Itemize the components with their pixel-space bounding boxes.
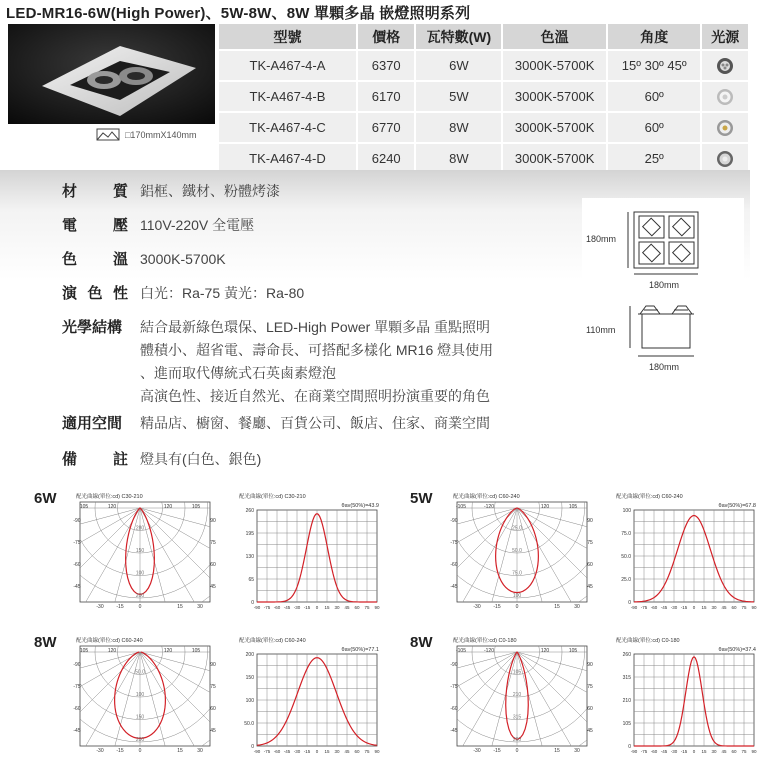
polar-ring-label: 105	[513, 670, 522, 676]
polar-bottom-label: 15	[554, 604, 560, 610]
property-voltage	[62, 214, 254, 237]
polar-ring-label: 260	[513, 737, 522, 743]
polar-chart-title: 配光曲線(單位:cd) C60-240	[453, 492, 520, 500]
polar-right-label: 75	[587, 540, 593, 546]
polar-arc-label: -120	[484, 648, 494, 654]
polar-ring-label: 25.0	[512, 526, 522, 532]
y-tick-label: 0	[251, 600, 254, 606]
polar-ring-label: 50.0	[135, 670, 145, 676]
polar-left-label: -60	[450, 562, 457, 568]
x-tick-label: -75	[641, 605, 648, 610]
polar-right-label: 60	[587, 706, 593, 712]
y-tick-label: 100	[246, 698, 255, 704]
property-key: 電 壓	[62, 214, 140, 237]
x-tick-label: 60	[731, 605, 737, 610]
cartesian-chart	[233, 490, 383, 617]
polar-left-label: -90	[450, 662, 457, 668]
downlight-image	[8, 24, 215, 124]
x-tick-label: 90	[751, 749, 757, 754]
y-tick-label: 50.0	[621, 554, 631, 560]
y-tick-label: 100	[623, 508, 632, 514]
polar-bottom-label: 0	[516, 604, 519, 610]
cartesian-chart	[610, 634, 760, 761]
x-tick-label: 60	[354, 749, 360, 754]
polar-bottom-label: -30	[96, 748, 103, 754]
property-note	[62, 448, 261, 471]
polar-left-label: -60	[450, 706, 457, 712]
x-tick-label: -45	[284, 605, 291, 610]
polar-ring-label: 100	[513, 593, 522, 599]
led-bulb-icon	[716, 57, 734, 75]
size-label	[96, 128, 196, 142]
cell-model: TK-A467-4-A	[219, 51, 356, 80]
cell-angle: 25º	[608, 144, 701, 173]
polar-ring-label: 280	[136, 526, 145, 532]
x-tick-label: 75	[741, 749, 747, 754]
cell-cct: 3000K-5700K	[503, 113, 606, 142]
x-tick-label: -60	[274, 605, 281, 610]
polar-arc-label: -120	[484, 504, 494, 510]
x-tick-label: 90	[751, 605, 757, 610]
x-tick-label: 30	[334, 749, 340, 754]
polar-bottom-label: 30	[197, 748, 203, 754]
polar-left-label: -90	[73, 662, 80, 668]
polar-ring-label: 210	[513, 692, 522, 698]
x-tick-label: -90	[254, 605, 261, 610]
polar-arc-label: -105	[456, 648, 466, 654]
cell-model: TK-A467-4-C	[219, 113, 356, 142]
cartesian-theta-label: θav(50%)=37.4	[719, 647, 756, 653]
led-bulb-icon	[716, 150, 734, 168]
polar-chart	[70, 634, 220, 761]
page-title: LED-MR16-6W(High Power)、5W-8W、8W 單顆多晶 嵌燈照明系列	[6, 2, 470, 23]
property-key: 備 註	[62, 448, 140, 471]
polar-chart-title: 配光曲線(單位:cd) C60-240	[76, 636, 143, 644]
size-label-text: □170mmX140mm	[125, 130, 196, 140]
y-tick-label: 150	[246, 675, 255, 681]
cell-model: TK-A467-4-B	[219, 82, 356, 111]
cell-price: 6370	[358, 51, 415, 80]
chart-8w-b-label: 8W	[410, 634, 433, 651]
header-angle: 角度	[608, 24, 701, 49]
x-tick-label: -15	[681, 749, 688, 754]
polar-chart	[70, 490, 220, 617]
polar-left-label: -45	[450, 728, 457, 734]
side-width-label: 180mm	[649, 362, 679, 372]
cell-watt: 6W	[416, 51, 501, 80]
polar-bottom-label: 30	[197, 604, 203, 610]
header-cct: 色溫	[503, 24, 606, 49]
property-value: 精品店、櫥窗、餐廳、百貨公司、飯店、住家、商業空間	[140, 412, 490, 435]
polar-left-label: -90	[73, 518, 80, 524]
y-tick-label: 260	[246, 508, 255, 514]
polar-right-label: 90	[210, 518, 216, 524]
cartesian-theta-label: θav(50%)=77.1	[342, 647, 379, 653]
x-tick-label: -60	[651, 605, 658, 610]
polar-bottom-label: -30	[473, 748, 480, 754]
property-key: 光學結構	[62, 316, 140, 408]
polar-left-label: -45	[73, 584, 80, 590]
x-tick-label: -90	[254, 749, 261, 754]
x-tick-label: 15	[324, 749, 330, 754]
polar-ring-label: 100	[136, 571, 145, 577]
polar-ring-label: 150	[136, 548, 145, 554]
polar-arc-label: -105	[456, 504, 466, 510]
y-tick-label: 0	[628, 744, 631, 750]
property-optics	[62, 316, 493, 408]
x-tick-label: 45	[344, 605, 350, 610]
polar-ring-label: 50.0	[512, 548, 522, 554]
polar-bottom-label: 30	[574, 604, 580, 610]
x-tick-label: 15	[701, 605, 707, 610]
polar-bottom-label: 15	[177, 604, 183, 610]
x-tick-label: 75	[741, 605, 747, 610]
polar-left-label: -75	[73, 684, 80, 690]
chart-5w-label: 5W	[410, 490, 433, 507]
cell-price: 6770	[358, 113, 415, 142]
x-tick-label: 0	[693, 749, 696, 754]
cell-angle: 60º	[608, 82, 701, 111]
polar-bottom-label: -15	[116, 748, 123, 754]
x-tick-label: 45	[721, 605, 727, 610]
cell-angle: 60º	[608, 113, 701, 142]
cartesian-chart-title: 配光曲線(單位:cd) C60-240	[616, 492, 683, 500]
cartesian-chart	[610, 490, 760, 617]
x-tick-label: 75	[364, 605, 370, 610]
polar-ring-label: 100	[136, 692, 145, 698]
property-material	[62, 180, 280, 203]
top-height-label: 180mm	[586, 234, 616, 244]
top-view-drawing	[628, 212, 698, 274]
y-tick-label: 315	[623, 675, 632, 681]
side-view-drawing	[630, 306, 694, 356]
cutout-icon	[96, 128, 122, 142]
polar-bottom-label: -30	[96, 604, 103, 610]
polar-left-label: -45	[450, 584, 457, 590]
cartesian-chart-title: 配光曲線(單位:cd) C0-180	[616, 636, 680, 644]
polar-bottom-label: -30	[473, 604, 480, 610]
polar-bottom-label: 0	[516, 748, 519, 754]
polar-bottom-label: 0	[139, 604, 142, 610]
polar-arc-label: 105	[569, 648, 578, 654]
cell-light-source	[702, 51, 748, 80]
polar-arc-label: 120	[541, 504, 550, 510]
x-tick-label: 30	[334, 605, 340, 610]
polar-bottom-label: 15	[554, 748, 560, 754]
table-row	[219, 82, 748, 111]
polar-right-label: 90	[587, 518, 593, 524]
side-height-label: 110mm	[586, 325, 615, 335]
header-model: 型號	[219, 24, 356, 49]
polar-right-label: 90	[587, 662, 593, 668]
property-value: 燈具有(白色、銀色)	[140, 448, 261, 471]
x-tick-label: 60	[354, 605, 360, 610]
polar-ring-label: 315	[513, 715, 522, 721]
polar-left-label: -75	[450, 540, 457, 546]
polar-arc-label: 105	[192, 648, 201, 654]
x-tick-label: 90	[374, 605, 380, 610]
polar-arc-label: 120	[541, 648, 550, 654]
x-tick-label: 15	[324, 605, 330, 610]
property-value: 3000K-5700K	[140, 248, 226, 271]
polar-right-label: 75	[210, 684, 216, 690]
header-price: 價格	[358, 24, 415, 49]
property-key: 演 色 性	[62, 282, 140, 305]
cartesian-chart	[233, 634, 383, 761]
property-application	[62, 412, 490, 435]
polar-left-label: -75	[450, 684, 457, 690]
y-tick-label: 130	[246, 554, 255, 560]
polar-ring-label: 200	[136, 737, 145, 743]
x-tick-label: -30	[294, 749, 301, 754]
x-tick-label: -15	[681, 605, 688, 610]
polar-left-label: -60	[73, 706, 80, 712]
polar-right-label: 75	[210, 540, 216, 546]
cell-light-source	[702, 113, 748, 142]
polar-bottom-label: 0	[139, 748, 142, 754]
x-tick-label: 90	[374, 749, 380, 754]
polar-arc-label: 120	[108, 504, 117, 510]
led-bulb-icon	[716, 119, 734, 137]
polar-chart	[447, 634, 597, 761]
polar-bottom-label: 15	[177, 748, 183, 754]
x-tick-label: -30	[671, 749, 678, 754]
x-tick-label: -45	[661, 605, 668, 610]
spec-table	[217, 22, 750, 175]
cell-cct: 3000K-5700K	[503, 51, 606, 80]
x-tick-label: 30	[711, 605, 717, 610]
product-photo	[8, 24, 215, 124]
table-row	[219, 144, 748, 173]
y-tick-label: 65	[248, 577, 254, 583]
polar-right-label: 45	[587, 584, 593, 590]
polar-bottom-label: -15	[493, 748, 500, 754]
x-tick-label: -60	[651, 749, 658, 754]
x-tick-label: 0	[693, 605, 696, 610]
cell-watt: 8W	[416, 113, 501, 142]
table-row	[219, 51, 748, 80]
polar-right-label: 45	[210, 584, 216, 590]
polar-right-label: 60	[210, 706, 216, 712]
polar-arc-label: 120	[164, 648, 173, 654]
cartesian-theta-label: θav(50%)=43.9	[342, 503, 379, 509]
cell-angle: 15º 30º 45º	[608, 51, 701, 80]
polar-arc-label: 105	[80, 504, 89, 510]
polar-bottom-label: -15	[116, 604, 123, 610]
cell-price: 6240	[358, 144, 415, 173]
polar-ring-label: 150	[136, 715, 145, 721]
y-tick-label: 105	[623, 721, 632, 727]
header-watt: 瓦特數(W)	[416, 24, 501, 49]
polar-right-label: 90	[210, 662, 216, 668]
property-key: 適用空間	[62, 412, 140, 435]
top-width-label: 180mm	[649, 280, 679, 290]
x-tick-label: 45	[721, 749, 727, 754]
cell-light-source	[702, 82, 748, 111]
x-tick-label: -45	[284, 749, 291, 754]
cell-watt: 8W	[416, 144, 501, 173]
cell-model: TK-A467-4-D	[219, 144, 356, 173]
x-tick-label: 15	[701, 749, 707, 754]
polar-right-label: 45	[210, 728, 216, 734]
cell-light-source	[702, 144, 748, 173]
polar-ring-label: 200	[136, 593, 145, 599]
y-tick-label: 195	[246, 531, 255, 537]
table-row	[219, 113, 748, 142]
y-tick-label: 0	[251, 744, 254, 750]
property-value: 鋁框、鐵材、粉體烤漆	[140, 180, 280, 203]
led-bulb-icon	[716, 88, 734, 106]
x-tick-label: -75	[264, 749, 271, 754]
polar-right-label: 75	[587, 684, 593, 690]
x-tick-label: -30	[671, 605, 678, 610]
x-tick-label: -90	[631, 749, 638, 754]
polar-chart	[447, 490, 597, 617]
polar-right-label: 60	[210, 562, 216, 568]
x-tick-label: -30	[294, 605, 301, 610]
property-color-temp	[62, 248, 226, 271]
y-tick-label: 75.0	[621, 531, 631, 537]
x-tick-label: 0	[316, 749, 319, 754]
polar-arc-label: 105	[192, 504, 201, 510]
chart-8w-a-label: 8W	[34, 634, 57, 651]
polar-bottom-label: -15	[493, 604, 500, 610]
polar-right-label: 45	[587, 728, 593, 734]
cartesian-chart-title: 配光曲線(單位:cd) C30-210	[239, 492, 306, 500]
x-tick-label: -15	[304, 749, 311, 754]
y-tick-label: 0	[628, 600, 631, 606]
property-cri	[62, 282, 304, 305]
y-tick-label: 25.0	[621, 577, 631, 583]
x-tick-label: 45	[344, 749, 350, 754]
cartesian-theta-label: θav(50%)=67.8	[719, 503, 756, 509]
x-tick-label: -45	[661, 749, 668, 754]
header-light-source: 光源	[702, 24, 748, 49]
x-tick-label: -90	[631, 605, 638, 610]
polar-arc-label: 120	[164, 504, 173, 510]
polar-bottom-label: 30	[574, 748, 580, 754]
cell-cct: 3000K-5700K	[503, 82, 606, 111]
cell-watt: 5W	[416, 82, 501, 111]
y-tick-label: 200	[246, 652, 255, 658]
x-tick-label: -60	[274, 749, 281, 754]
x-tick-label: -75	[264, 605, 271, 610]
polar-left-label: -45	[73, 728, 80, 734]
y-tick-label: 210	[623, 698, 632, 704]
table-header-row	[219, 24, 748, 49]
property-value: 結合最新綠色環保、LED-High Power 單顆多晶 重點照明 體積小、超省電、壽命長、可搭配多樣化 MR16 燈具使用 、進而取代傳統式石英鹵素燈泡 高演色性、接近自然光、在商業空間照明扮演重要的角色	[140, 316, 493, 408]
x-tick-label: -15	[304, 605, 311, 610]
x-tick-label: 60	[731, 749, 737, 754]
x-tick-label: -75	[641, 749, 648, 754]
polar-left-label: -90	[450, 518, 457, 524]
cartesian-chart-title: 配光曲線(單位:cd) C60-240	[239, 636, 306, 644]
polar-ring-label: 75.0	[512, 571, 522, 577]
polar-right-label: 60	[587, 562, 593, 568]
x-tick-label: 0	[316, 605, 319, 610]
polar-arc-label: 120	[108, 648, 117, 654]
dimension-drawing	[582, 198, 744, 388]
y-tick-label: 50.0	[244, 721, 254, 727]
chart-6w-label: 6W	[34, 490, 57, 507]
polar-left-label: -75	[73, 540, 80, 546]
property-value: 110V-220V 全電壓	[140, 214, 254, 237]
polar-arc-label: 105	[569, 504, 578, 510]
polar-left-label: -60	[73, 562, 80, 568]
property-value: 白光：Ra-75 黃光：Ra-80	[140, 282, 304, 305]
polar-arc-label: 105	[80, 648, 89, 654]
y-tick-label: 260	[623, 652, 632, 658]
cell-cct: 3000K-5700K	[503, 144, 606, 173]
x-tick-label: 30	[711, 749, 717, 754]
property-key: 材 質	[62, 180, 140, 203]
x-tick-label: 75	[364, 749, 370, 754]
property-key: 色 溫	[62, 248, 140, 271]
polar-chart-title: 配光曲線(單位:cd) C0-180	[453, 636, 517, 644]
cell-price: 6170	[358, 82, 415, 111]
polar-chart-title: 配光曲線(單位:cd) C30-210	[76, 492, 143, 500]
